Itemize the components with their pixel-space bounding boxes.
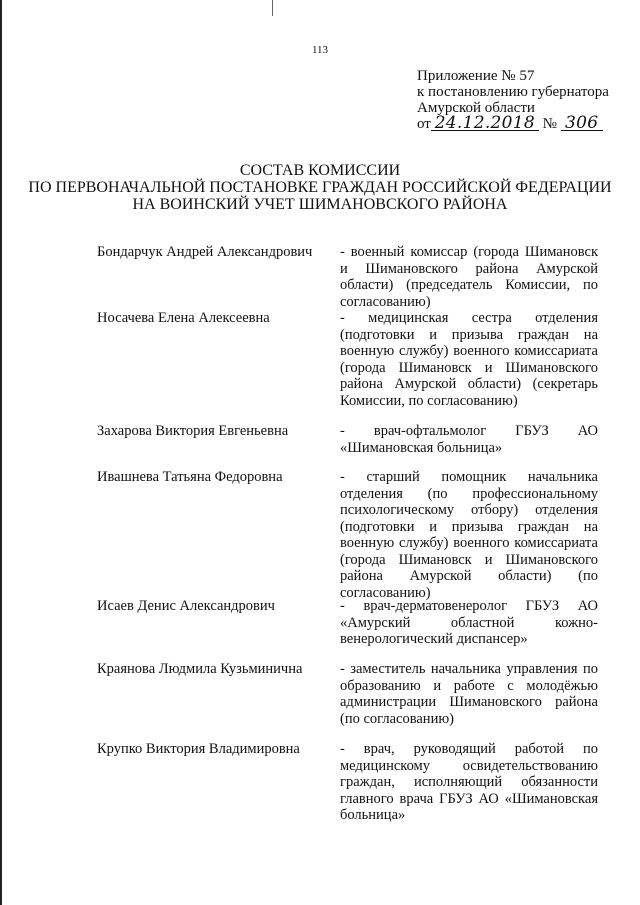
- member-name: Ивашнева Татьяна Федоровна: [97, 469, 283, 485]
- member-role: - старший помощник начальника отделения (по профессиональному психологическому отбору) отделения (подготовки и призыва граждан на военную службу) военного комиссариата (города Шимановск и Шимановского района Амурской области) (по согласованию): [340, 469, 598, 601]
- member-name: Краянова Людмила Кузьминична: [97, 661, 303, 677]
- handwritten-date: 24.12.2018: [431, 116, 539, 131]
- date-prefix: от: [417, 116, 431, 132]
- page-number: 113: [311, 44, 329, 56]
- member-name: Исаев Денис Александрович: [97, 598, 275, 614]
- member-name: Бондарчук Андрей Александрович: [97, 244, 313, 260]
- member-role: - врач-дерматовенеролог ГБУЗ АО «Амурский областной кожно-венерологический диспансер»: [340, 598, 598, 647]
- member-name: Крупко Виктория Владимировна: [97, 741, 300, 757]
- document-title: [0, 162, 640, 213]
- member-role: - врач, руководящий работой по медицинскому освидетельствованию граждан, исполняющий обязанности главного врача ГБУЗ АО «Шимановская больница»: [340, 741, 598, 823]
- number-prefix: №: [542, 116, 557, 132]
- appendix-block: [417, 68, 609, 132]
- appendix-date-line: [417, 113, 609, 133]
- member-name: Носачева Елена Алексеевна: [97, 310, 270, 326]
- appendix-line-1: Приложение № 57: [417, 68, 535, 84]
- member-role: - врач-офтальмолог ГБУЗ АО «Шимановская больница»: [340, 423, 598, 456]
- title-line-1: СОСТАВ КОМИССИИ: [239, 162, 401, 179]
- member-role: - заместитель начальника управления по образованию и работе с молодёжью администрации Шимановского района (по согласованию): [340, 661, 598, 727]
- title-line-3: НА ВОИНСКИЙ УЧЕТ ШИМАНОВСКОГО РАЙОНА: [132, 196, 508, 213]
- title-line-2: ПО ПЕРВОНАЧАЛЬНОЙ ПОСТАНОВКЕ ГРАЖДАН РОССИЙСКОЙ ФЕДЕРАЦИИ: [28, 179, 612, 196]
- handwritten-number: 306: [561, 116, 603, 131]
- member-role: - военный комиссар (города Шимановск и Шимановского района Амурской области) (председатель Комиссии, по согласованию): [340, 244, 598, 310]
- scan-mark: [272, 0, 273, 16]
- appendix-line-2: к постановлению губернатора: [417, 84, 609, 100]
- appendix-line-3: Амурской области: [417, 100, 535, 116]
- member-role: - медицинская сестра отделения (подготовки и призыва граждан на военную службу) военного комиссариата (города Шимановск и Шимановского района Амурской области) (секретарь Комиссии, по согласованию): [340, 310, 598, 409]
- member-name: Захарова Виктория Евгеньевна: [97, 423, 289, 439]
- scan-edge: [0, 0, 2, 905]
